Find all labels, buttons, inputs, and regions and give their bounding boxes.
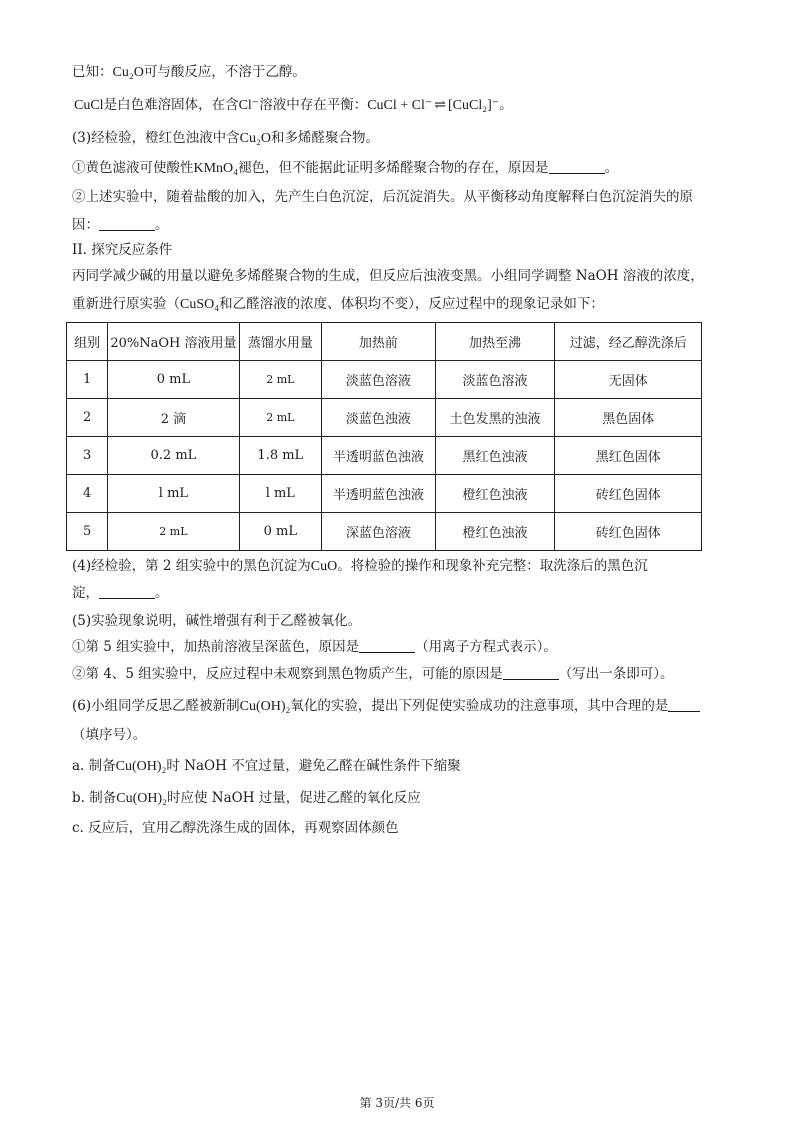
known-line-2: CuCl是白色难溶固体，在含Cl⁻溶液中存在平衡：CuCl + Cl⁻ ⇌ [CuCl₂]⁻。 <box>74 97 513 113</box>
table-header: 20%NaOH 溶液用量 <box>108 323 239 361</box>
q3-item-2: ②上述实验中，随着盐酸的加入，先产生白色沉淀，后沉淀消失。从平衡移动角度解释白色沉淀消失的原 <box>72 189 693 205</box>
q4-line-1: (4)经检验，第 2 组实验中的黑色沉淀为CuO。将检验的操作和现象补充完整：取洗涤后的黑色沉 <box>72 558 648 574</box>
table-cell: 1 <box>67 361 108 399</box>
equilibrium-arrow-icon: ⇌ <box>434 97 447 113</box>
table-header: 组别 <box>67 323 108 361</box>
q6-option-b: b. 制备Cu(OH)₂时应使 NaOH 过量，促进乙醛的氧化反应 <box>72 790 421 806</box>
table-cell: l mL <box>108 475 239 513</box>
page-number: 第 3页/共 6页 <box>359 1096 435 1110</box>
answer-blank[interactable] <box>99 584 155 599</box>
table-cell: 5 <box>67 513 108 551</box>
table-cell: 2 mL <box>108 513 239 551</box>
answer-blank[interactable] <box>503 665 559 680</box>
table-cell: 半透明蓝色浊液 <box>322 475 436 513</box>
table-row <box>67 475 702 513</box>
section-para-2: 重新进行原实验（CuSO₄和乙醛溶液的浓度、体积均不变），反应过程中的现象记录如下： <box>72 296 604 312</box>
table-cell: 橙红色浊液 <box>435 475 555 513</box>
table-cell: 2 mL <box>239 399 322 437</box>
table-header-row <box>67 323 702 361</box>
table-cell: 2 <box>67 399 108 437</box>
table-cell: 2 mL <box>239 361 322 399</box>
table-row <box>67 361 702 399</box>
q3-item-2-cont: 因： 。 <box>72 217 169 233</box>
results-table <box>66 322 702 551</box>
answer-blank[interactable] <box>668 697 700 712</box>
table-cell: 黑红色浊液 <box>435 437 555 475</box>
table-header: 加热前 <box>322 323 436 361</box>
known-line-1: 已知：Cu₂O可与酸反应，不溶于乙醇。 <box>72 64 306 80</box>
table-cell: 0 mL <box>239 513 322 551</box>
q3-item-1: ①黄色滤液可使酸性KMnO₄褪色，但不能据此证明多烯醛聚合物的存在，原因是 。 <box>72 160 619 176</box>
section-para-1: 丙同学减少碱的用量以避免多烯醛聚合物的生成，但反应后浊液变黑。小组同学调整 NaOH 溶液的浓度， <box>72 268 704 284</box>
table-cell: 淡蓝色溶液 <box>322 361 436 399</box>
table-row <box>67 513 702 551</box>
q6-line-2: （填序号）。 <box>72 727 147 743</box>
table-cell: 半透明蓝色浊液 <box>322 437 436 475</box>
table-cell: 0.2 mL <box>108 437 239 475</box>
table-header: 加热至沸 <box>435 323 555 361</box>
equilibrium-left: CuCl + Cl⁻ <box>367 98 433 113</box>
table-row <box>67 399 702 437</box>
q3-intro: (3)经检验，橙红色浊液中含Cu₂O和多烯醛聚合物。 <box>72 130 379 146</box>
section-heading: II. 探究反应条件 <box>72 242 173 258</box>
cu2o-formula: Cu₂O <box>112 65 144 80</box>
answer-blank[interactable] <box>549 159 605 174</box>
table-cell: 土色发黑的浊液 <box>435 399 555 437</box>
table-cell: 黑色固体 <box>555 399 702 437</box>
table-cell: 3 <box>67 437 108 475</box>
table-cell: 砖红色固体 <box>555 513 702 551</box>
table-header: 过滤，经乙醇洗涤后 <box>555 323 702 361</box>
table-cell: 淡蓝色浊液 <box>322 399 436 437</box>
q5-intro: (5)实验现象说明，碱性增强有利于乙醛被氧化。 <box>72 613 362 629</box>
equilibrium-right: [CuCl₂]⁻ <box>448 98 500 113</box>
table-cell: 无固体 <box>555 361 702 399</box>
q6-line-1: (6)小组同学反思乙醛被新制Cu(OH)₂氧化的实验，提出下列促使实验成功的注意事项，其中合理的是 <box>72 696 700 717</box>
table-cell: 黑红色固体 <box>555 437 702 475</box>
answer-blank[interactable] <box>99 216 155 231</box>
q4-line-2: 淀， 。 <box>72 585 169 601</box>
table-cell: 2 滴 <box>108 399 239 437</box>
table-cell: 橙红色浊液 <box>435 513 555 551</box>
table-cell: 砖红色固体 <box>555 475 702 513</box>
q6-option-c: c. 反应后，宜用乙醇洗涤生成的固体，再观察固体颜色 <box>72 820 399 836</box>
table-row <box>67 437 702 475</box>
q5-item-2: ②第 4、5 组实验中，反应过程中未观察到黑色物质产生，可能的原因是 （写出一条即可）。 <box>72 666 674 682</box>
q5-item-1: ①第 5 组实验中，加热前溶液呈深蓝色，原因是 （用离子方程式表示）。 <box>72 639 557 655</box>
table-cell: l mL <box>239 475 322 513</box>
table-cell: 4 <box>67 475 108 513</box>
table-cell: 淡蓝色溶液 <box>435 361 555 399</box>
q6-option-a: a. 制备Cu(OH)₂时 NaOH 不宜过量，避免乙醛在碱性条件下缩聚 <box>72 758 461 774</box>
table-header: 蒸馏水用量 <box>239 323 322 361</box>
table-cell: 0 mL <box>108 361 239 399</box>
answer-blank[interactable] <box>359 638 415 653</box>
table-cell: 深蓝色溶液 <box>322 513 436 551</box>
table-cell: 1.8 mL <box>239 437 322 475</box>
